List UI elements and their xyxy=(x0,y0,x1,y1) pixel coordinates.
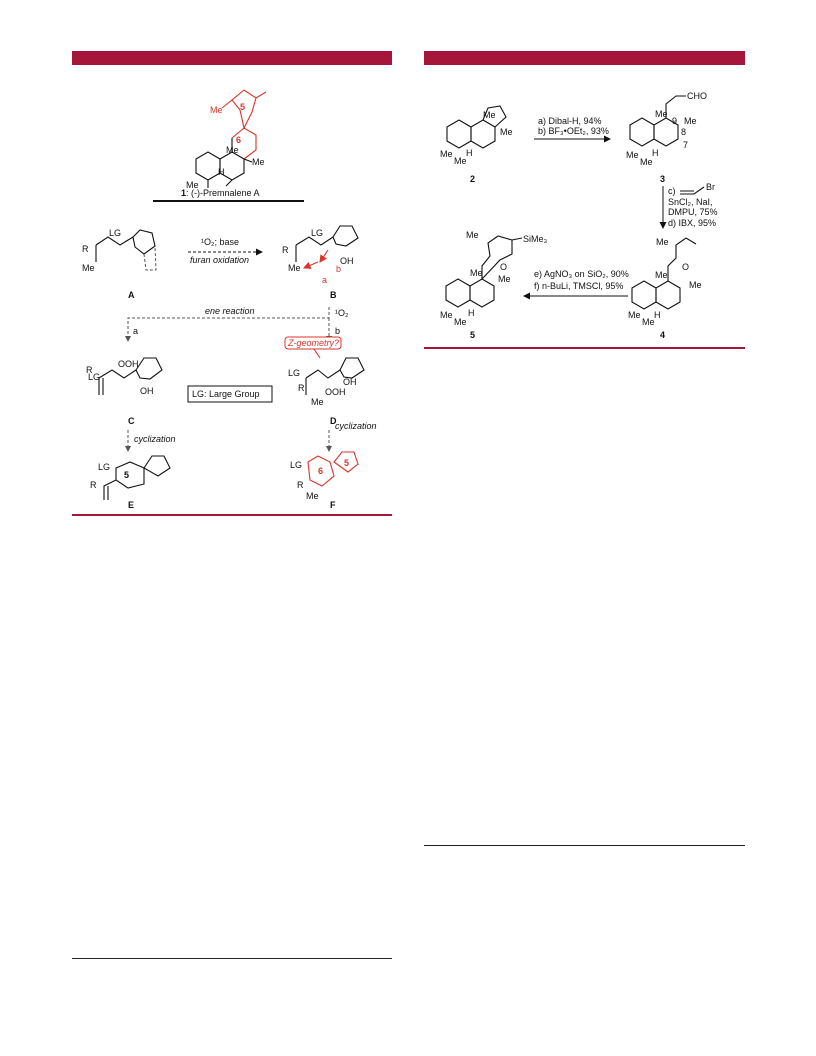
compound-a-structure xyxy=(96,230,156,270)
compound-5-h: H xyxy=(468,308,475,318)
compound-5-me5: Me xyxy=(466,230,479,240)
step-d: d) IBX, 95% xyxy=(668,218,717,228)
compound-e-label: E xyxy=(128,500,135,510)
compound-a-lg: LG xyxy=(109,228,122,238)
compound-2-me3: Me xyxy=(440,149,453,159)
compound-2-h: H xyxy=(466,148,473,158)
branch-b-label: b xyxy=(335,326,341,336)
compound-4-label: 4 xyxy=(660,330,666,340)
compound-f-r: R xyxy=(297,480,304,490)
compound-1-methyl-c8: Me xyxy=(252,157,265,167)
propargyl-bromide-structure xyxy=(680,187,704,194)
compound-2-structure xyxy=(447,106,506,148)
cyclization-arrowhead-right xyxy=(326,446,332,452)
compound-4-me5: Me xyxy=(656,237,669,247)
compound-5-me4: Me xyxy=(454,317,467,327)
compound-4-me1: Me xyxy=(655,270,668,280)
compound-4-me3: Me xyxy=(628,310,641,320)
compound-a-label: A xyxy=(128,290,135,300)
compound-1-number: 1 xyxy=(181,188,187,198)
compound-3-me3: Me xyxy=(626,150,639,160)
compound-3-cho: CHO xyxy=(687,91,707,101)
compound-4-o: O xyxy=(682,262,690,272)
compound-b-lg: LG xyxy=(311,228,324,238)
compound-f-ring6: 6 xyxy=(318,466,324,476)
compound-3-c8: 8 xyxy=(681,127,687,137)
compound-b-label: B xyxy=(330,290,337,300)
compound-3-me1: Me xyxy=(655,109,668,119)
compound-e-r: R xyxy=(90,480,97,490)
compound-3-h: H xyxy=(652,148,659,158)
compound-4-me2: Me xyxy=(689,280,702,290)
compound-5-o: O xyxy=(500,262,508,272)
compound-5-label: 5 xyxy=(470,330,476,340)
compound-c-lg: LG xyxy=(88,372,101,382)
compound-3-c9: 9 xyxy=(672,116,678,126)
compound-c-label: C xyxy=(128,416,135,426)
compound-3-c7: 7 xyxy=(683,140,689,150)
step-a: a) Dibal-H, 94% xyxy=(538,116,602,126)
compound-2-me4: Me xyxy=(454,156,467,166)
step-c-br: Br xyxy=(706,182,715,192)
compound-b-me: Me xyxy=(288,263,301,273)
compound-d-ooh: OOH xyxy=(325,387,346,397)
arrow-a-to-b-reagent: ¹O₂; base xyxy=(201,237,240,247)
compound-1-methyl-c10: Me xyxy=(226,145,239,155)
compound-b-path-a: a xyxy=(322,275,328,285)
compound-5-me2: Me xyxy=(498,274,511,284)
compound-a-r: R xyxy=(82,244,89,254)
compound-a-me: Me xyxy=(82,263,95,273)
step-c-reagents: SnCl₂, NaI, xyxy=(668,197,713,207)
cyclization-arrowhead-left xyxy=(125,446,131,452)
compound-e-lg: LG xyxy=(98,462,111,472)
compound-c-ooh: OOH xyxy=(118,359,139,369)
compound-c-oh: OH xyxy=(140,386,154,396)
compound-1-gem-methyl: Me xyxy=(186,180,199,190)
compound-e-structure xyxy=(104,456,170,500)
compound-1-ring6-label: 6 xyxy=(236,135,242,145)
compound-f-lg: LG xyxy=(290,460,303,470)
cyclization-label-left: cyclization xyxy=(134,434,176,444)
compound-1-name: : (-)-Premnalene A xyxy=(186,188,260,198)
compound-e-ring5: 5 xyxy=(124,470,130,480)
compound-b-path-b: b xyxy=(336,264,342,274)
compound-5-structure xyxy=(446,236,522,307)
compound-d-oh: OH xyxy=(343,377,357,387)
branch-a-label: a xyxy=(133,326,139,336)
compound-3-me4: Me xyxy=(640,157,653,167)
compound-3-label: 3 xyxy=(660,174,666,184)
compound-1-methyl-label: Me xyxy=(210,105,223,115)
compound-f-structure xyxy=(308,452,358,486)
cyclization-label-right: cyclization xyxy=(335,421,377,431)
compound-4-h: H xyxy=(654,310,661,320)
compound-d-me: Me xyxy=(311,397,324,407)
compound-2-me2: Me xyxy=(500,127,513,137)
step-f: f) n-BuLi, TMSCl, 95% xyxy=(534,281,624,291)
compound-b-oh: OH xyxy=(340,256,354,266)
z-geometry-label: Z-geometry? xyxy=(288,338,340,348)
compound-5-me3: Me xyxy=(440,310,453,320)
branch-a-arrowhead xyxy=(125,336,131,342)
ene-reaction-label: ene reaction xyxy=(205,306,255,316)
compound-1-ring5-label: 5 xyxy=(240,102,246,112)
singlet-oxygen-label: ¹O₂ xyxy=(335,308,349,318)
step-b: b) BF₃•OEt₂, 93% xyxy=(538,126,609,136)
compound-2-label: 2 xyxy=(470,174,476,184)
compound-f-label: F xyxy=(330,500,336,510)
lg-legend-text: LG: Large Group xyxy=(192,389,260,399)
step-e: e) AgNO₃ on SiO₂, 90% xyxy=(534,269,629,279)
step-c: c) xyxy=(668,186,676,196)
compound-2-me1: Me xyxy=(483,110,496,120)
compound-4-me4: Me xyxy=(642,317,655,327)
compound-d-r: R xyxy=(298,383,305,393)
compound-3-structure xyxy=(630,96,686,146)
compound-1-structure xyxy=(196,90,266,188)
compound-d-lg: LG xyxy=(288,368,301,378)
compound-5-sime3: SiMe₃ xyxy=(523,234,548,244)
compound-5-me1: Me xyxy=(470,268,483,278)
compound-d-label: D xyxy=(330,416,337,426)
compound-1-h: H xyxy=(218,167,225,177)
arrow-a-to-b-condition: furan oxidation xyxy=(190,255,250,265)
compound-c-r: R xyxy=(86,365,93,375)
compound-3-me2: Me xyxy=(684,116,697,126)
step-c-conditions: DMPU, 75% xyxy=(668,207,718,217)
compound-f-ring5: 5 xyxy=(344,458,350,468)
compound-b-r: R xyxy=(282,245,289,255)
compound-f-me: Me xyxy=(306,491,319,501)
